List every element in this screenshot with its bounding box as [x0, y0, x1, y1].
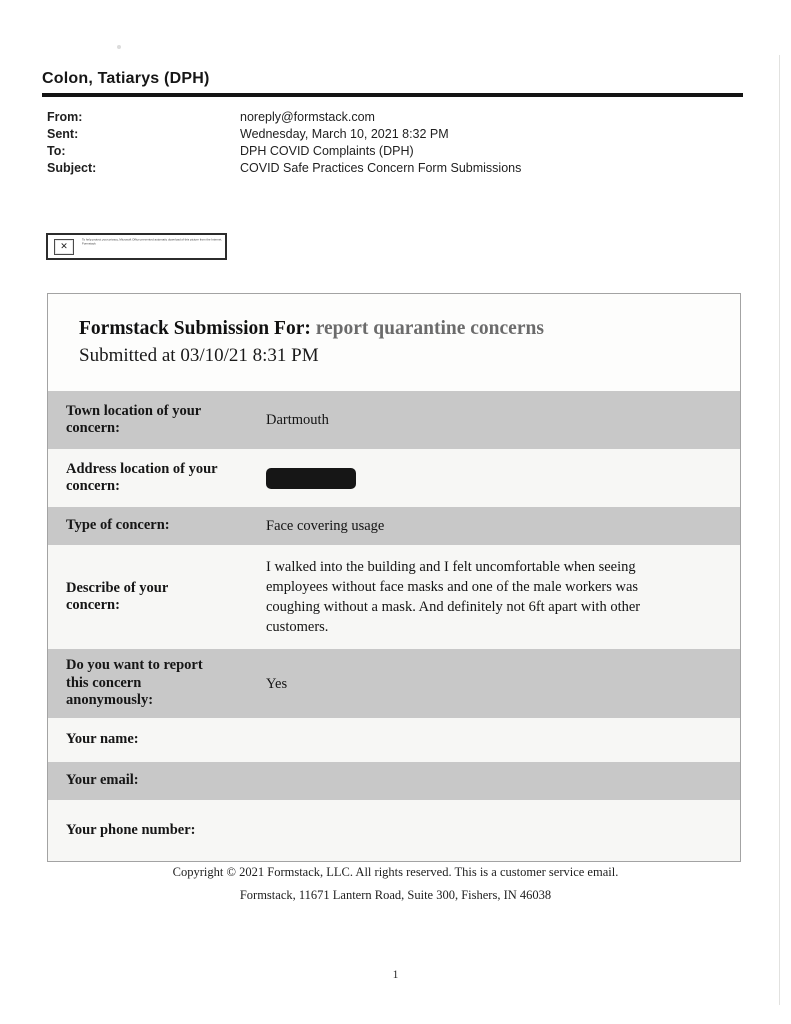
field-label-line: concern: [66, 478, 120, 494]
email-field-to [42, 143, 743, 160]
field-label-line: Town location of your [66, 402, 202, 419]
form-header [48, 294, 740, 391]
form-row [48, 762, 740, 800]
form-row [48, 449, 740, 507]
field-value: I walked into the building and I felt uncomfortable when seeing employees without face masks and one of the male workers was coughing without a mask. And definitely not 6ft apart with other customers. [266, 559, 641, 635]
form-title-prefix: Formstack Submission For: [79, 318, 311, 339]
recipient-title: Colon, Tatiarys (DPH) [42, 70, 210, 87]
field-label-line: concern: [66, 420, 120, 436]
broken-image-x-icon: ✕ [54, 239, 74, 255]
footer-address: Formstack, 11671 Lantern Road, Suite 300, Fishers, IN 46038 [239, 888, 552, 902]
field-label-line: Type of concern: [66, 517, 170, 534]
attachment-alt-text-wrap [82, 238, 226, 258]
attachment-placeholder [46, 233, 227, 260]
email-fields [42, 109, 743, 177]
footer-copyright: Copyright © 2021 Formstack, LLC. All rights reserved. This is a customer service email. [172, 865, 619, 879]
field-label: Subject: [47, 161, 97, 175]
page-number: 1 [392, 969, 399, 981]
field-label-line: Describe of your [66, 579, 169, 596]
form-row [48, 649, 740, 718]
field-label: Sent: [47, 127, 79, 141]
form-row [48, 718, 740, 762]
field-value: Wednesday, March 10, 2021 8:32 PM [240, 127, 449, 141]
redaction-box [266, 468, 356, 489]
form-name: report quarantine concerns [315, 318, 544, 339]
field-label [66, 772, 236, 790]
form-row [48, 391, 740, 449]
field-value: COVID Safe Practices Concern Form Submissions [240, 161, 522, 175]
form-row [48, 800, 740, 861]
footer [0, 861, 791, 907]
field-value: Dartmouth [266, 412, 329, 428]
header-divider [42, 93, 743, 97]
form-rows [48, 391, 740, 861]
email-field-sent [42, 126, 743, 143]
email-header [42, 70, 743, 177]
submitted-timestamp: Submitted at 03/10/21 8:31 PM [79, 345, 319, 366]
field-label-line: concern: [66, 597, 120, 613]
field-label-line: Your name: [66, 731, 139, 748]
scan-speck-artifact [117, 45, 121, 49]
field-label [66, 657, 236, 710]
field-label [66, 517, 236, 535]
field-label-line: Your email: [66, 772, 139, 789]
field-value: noreply@formstack.com [240, 110, 375, 124]
field-label [66, 461, 236, 496]
field-label-line: Do you want to report [66, 657, 203, 674]
field-value: DPH COVID Complaints (DPH) [240, 144, 414, 158]
formstack-submission-table [47, 293, 741, 862]
attachment-alt-text: To help protect your privacy, Microsoft Office prevented automatic download of this picture from the Internet. Formstack [82, 238, 223, 246]
form-title [79, 315, 720, 342]
field-label [66, 580, 236, 615]
email-field-from [42, 109, 743, 126]
form-row [48, 545, 740, 649]
field-value: Face covering usage [266, 518, 385, 534]
form-row [48, 507, 740, 545]
email-field-subject [42, 160, 743, 177]
field-label-line: Your phone number: [66, 821, 196, 838]
field-label-line: this concern [66, 674, 142, 691]
field-label [66, 403, 236, 438]
field-label [66, 822, 236, 840]
field-label: From: [47, 110, 83, 124]
field-label-line: Address location of your [66, 460, 218, 477]
field-label [66, 731, 236, 749]
field-value [266, 468, 690, 489]
field-label-line: anonymously: [66, 692, 154, 709]
field-label: To: [47, 144, 66, 158]
field-value: Yes [266, 675, 288, 692]
